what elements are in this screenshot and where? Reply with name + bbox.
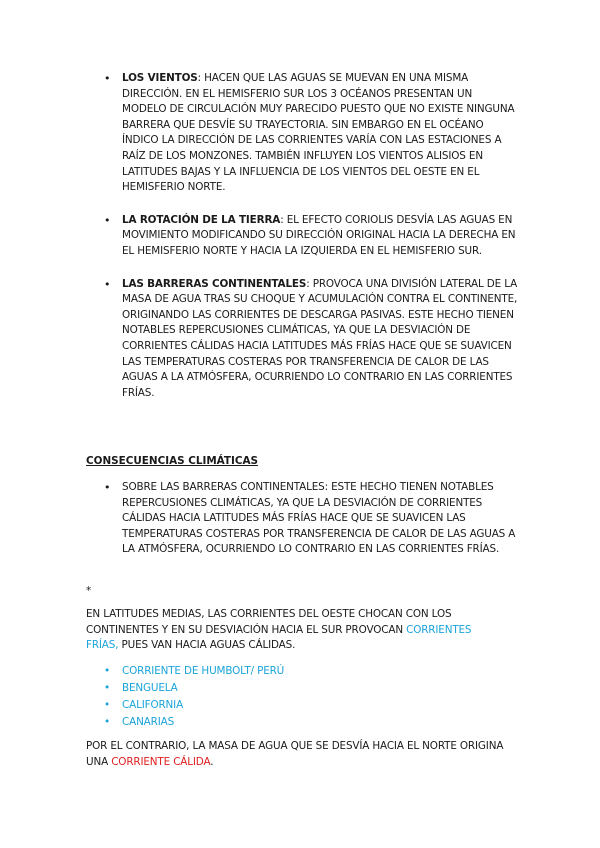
cold-currents-list — [104, 664, 284, 732]
bullet-icon: • — [104, 213, 111, 227]
bullet-icon: • — [104, 682, 110, 694]
current-name: CANARIAS — [122, 716, 175, 728]
cold-currents-highlight: CORRIENTES FRÍAS, — [86, 623, 472, 652]
bullet-icon: • — [104, 665, 110, 677]
bullet-icon: • — [104, 277, 111, 291]
current-name: CORRIENTE DE HUMBOLT/ PERÚ — [122, 665, 285, 677]
consequences-list — [104, 480, 518, 558]
factor-title: LA ROTACIÓN DE LA TIERRA — [122, 213, 281, 226]
factor-text: : HACEN QUE LAS AGUAS SE MUEVAN EN UNA MISMA DIRECCIÓN. EN EL HEMISFERIO SUR LOS 3 OCÉANOS PRESENTAN UN MODELO DE CIRCULACIÓN MUY PARECIDO PUESTO QUE NO EXISTE NINGUNA BARRERA QUE DESVÍE SU TRAYECTORIA. SIN EMBARGO EN EL OCÉANO ÍNDICO LA DIRECCIÓN DE LAS CORRIENTES VARÍA CON LAS ESTACIONES A RAÍZ DE LOS MONZONES. TAMBIÉN INFLUYEN LOS VIENTOS ALISIOS EN LATITUDES BAJAS Y LA INFLUENCIA DE LOS VIENTOS DEL OESTE EN EL HEMISFERIO NORTE. — [122, 72, 515, 194]
bullet-icon: • — [104, 699, 110, 711]
list-item — [104, 213, 518, 260]
list-item — [104, 698, 284, 715]
paragraph-text: . — [210, 755, 214, 768]
asterisk-note: * — [86, 585, 92, 597]
factor-title: LAS BARRERAS CONTINENTALES — [122, 277, 307, 290]
paragraph-warm-current — [86, 739, 506, 770]
current-name: CALIFORNIA — [122, 699, 184, 711]
consequence-text: SOBRE LAS BARRERAS CONTINENTALES: ESTE HECHO TIENEN NOTABLES REPERCUSIONES CLIMÁTICAS, YA QUE LA DESVIACIÓN DE CORRIENTES CÁLIDAS HACIA LATITUDES MÁS FRÍAS HACE QUE SE SUAVICEN LAS TEMPERATURAS COSTERAS POR TRANSFERENCIA DE CALOR DE LAS AGUAS A LA ATMÓSFERA, OCURRIENDO LO CONTRARIO EN LAS CORRIENTES FRÍAS. — [122, 481, 516, 556]
warm-current-highlight: CORRIENTE CÁLIDA — [111, 755, 211, 768]
bullet-icon: • — [104, 481, 111, 494]
paragraph-text: EN LATITUDES MEDIAS, LAS CORRIENTES DEL OESTE CHOCAN CON LOS CONTINENTES Y EN SU DESVIACIÓN HACIA EL SUR PROVOCAN — [86, 608, 452, 636]
bullet-icon: • — [104, 72, 111, 85]
list-item — [104, 664, 284, 681]
paragraph-cold-currents — [86, 607, 506, 654]
paragraph-text: PUES VAN HACIA AGUAS CÁLIDAS. — [118, 639, 296, 652]
factor-text: : EL EFECTO CORIOLIS DESVÍA LAS AGUAS EN MOVIMIENTO MODIFICANDO SU DIRECCIÓN ORIGINAL HACIA LA DERECHA EN EL HEMISFERIO NORTE Y HACIA LA IZQUIERDA EN EL HEMISFERIO SUR. — [122, 213, 516, 257]
factors-list — [104, 71, 518, 401]
list-item — [104, 681, 284, 698]
list-item — [104, 71, 518, 196]
list-item — [104, 480, 518, 558]
list-item — [104, 715, 284, 732]
bullet-icon: • — [104, 716, 110, 728]
factor-text: : PROVOCA UNA DIVISIÓN LATERAL DE LA MASA DE AGUA TRAS SU CHOQUE Y ACUMULACIÓN CONTRA EL CONTINENTE, ORIGINANDO LAS CORRIENTES DE DESCARGA PASIVAS. ESTE HECHO TIENEN NOTABLES REPERCUSIONES CLIMÁTICAS, YA QUE LA DESVIACIÓN DE CORRIENTES CÁLIDAS HACIA LATITUDES MÁS FRÍAS HACE QUE SE SUAVICEN LAS TEMPERATURAS COSTERAS POR TRANSFERENCIA DE CALOR DE LAS AGUAS A LA ATMÓSFERA, OCURRIENDO LO CONTRARIO EN LAS CORRIENTES FRÍAS. — [122, 277, 518, 399]
current-name: BENGUELA — [122, 682, 178, 694]
section-heading: CONSECUENCIAS CLIMÁTICAS — [86, 455, 259, 467]
factor-title: LOS VIENTOS — [122, 72, 198, 84]
list-item — [104, 277, 518, 402]
paragraph-text: POR EL CONTRARIO, LA MASA DE AGUA QUE SE DESVÍA HACIA EL NORTE ORIGINA UNA — [86, 740, 504, 768]
